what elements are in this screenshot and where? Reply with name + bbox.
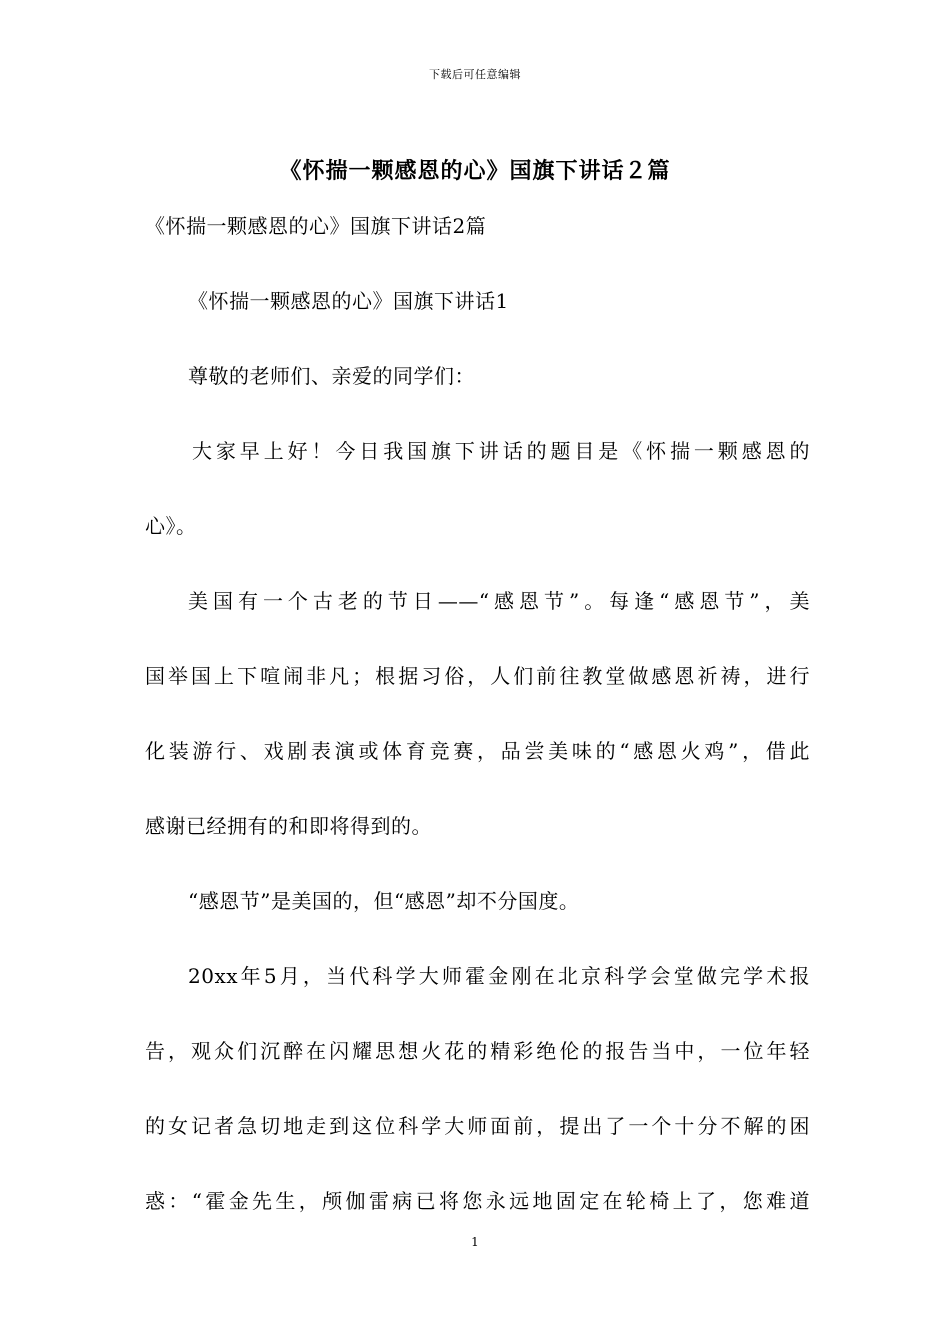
paragraph-line: 告，观众们沉醉在闪耀思想火花的精彩绝伦的报告当中，一位年轻 <box>145 1039 810 1063</box>
header-note: 下载后可任意编辑 <box>429 68 521 81</box>
section-heading: 《怀揣一颗感恩的心》国旗下讲话1 <box>188 289 509 313</box>
document-title: 《怀揣一颗感恩的心》国旗下讲话２篇 <box>279 159 671 184</box>
greeting-line: 尊敬的老师们、亲爱的同学们： <box>188 364 475 388</box>
paragraph-line: 国举国上下喧闹非凡；根据习俗，人们前往教堂做感恩祈祷，进行 <box>145 664 810 688</box>
subtitle-line: 《怀揣一颗感恩的心》国旗下讲话2篇 <box>145 214 487 238</box>
paragraph-line: 大家早上好！今日我国旗下讲话的题目是《怀揣一颗感恩的 <box>192 439 810 463</box>
paragraph-line: 的女记者急切地走到这位科学大师面前，提出了一个十分不解的困 <box>145 1114 810 1138</box>
paragraph-line: 美国有一个古老的节日——“感恩节”。每逢“感恩节”，美 <box>188 589 810 613</box>
paragraph-line: 心》。 <box>145 514 197 538</box>
paragraph-line: 20xx年5月，当代科学大师霍金刚在北京科学会堂做完学术报 <box>188 964 810 988</box>
paragraph-line: 感谢已经拥有的和即将得到的。 <box>145 814 432 838</box>
paragraph-line: 惑：“霍金先生，颅伽雷病已将您永远地固定在轮椅上了，您难道 <box>145 1189 810 1213</box>
paragraph-line: 化装游行、戏剧表演或体育竞赛，品尝美味的“感恩火鸡”，借此 <box>145 739 810 763</box>
page-number: 1 <box>471 1235 479 1249</box>
paragraph-line: “感恩节”是美国的，但“感恩”却不分国度。 <box>188 889 580 913</box>
